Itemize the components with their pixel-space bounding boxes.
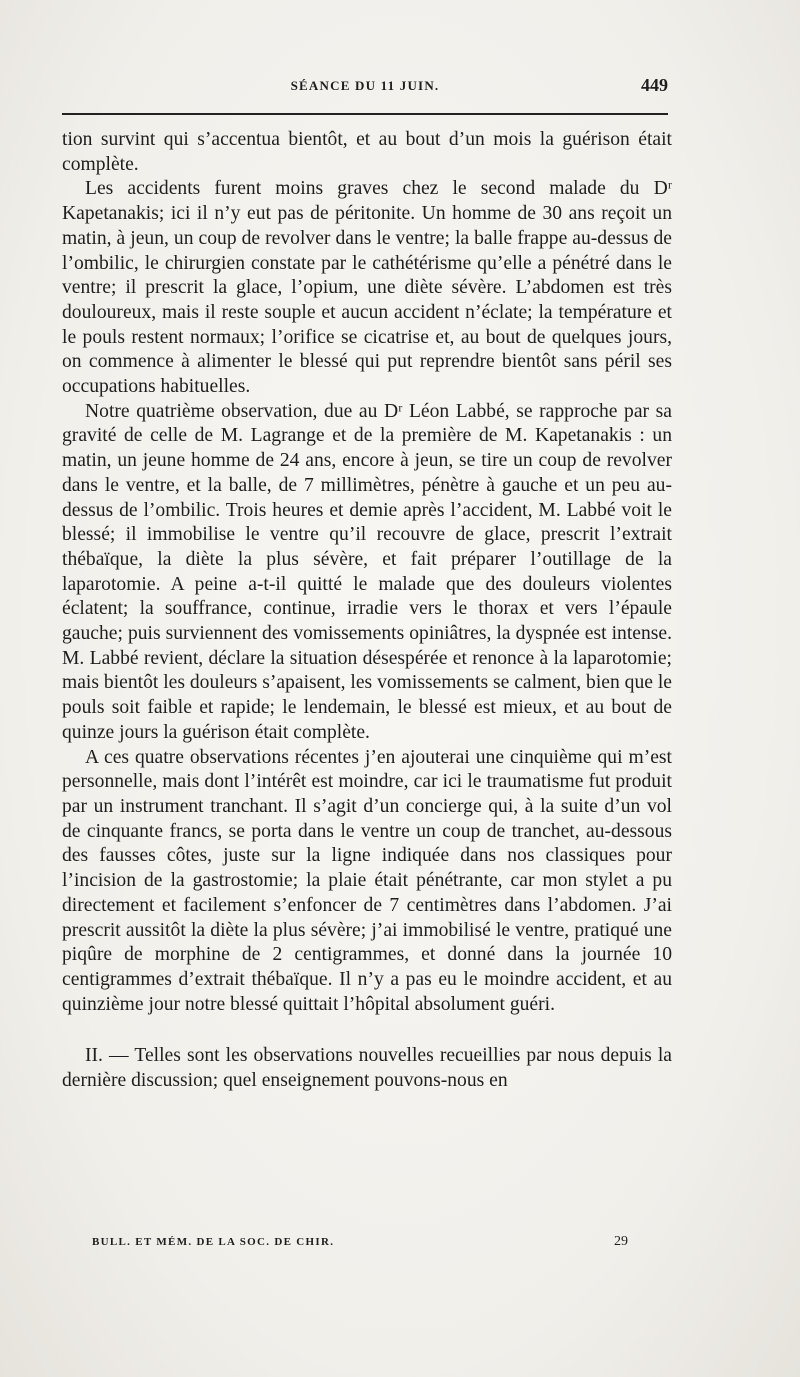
page-number: 449 [641, 75, 668, 95]
body-text [62, 128, 672, 1094]
page-footer [92, 1236, 632, 1256]
running-head: SÉANCE DU 11 JUIN. [290, 78, 440, 93]
footer-signature: BULL. ET MÉM. DE LA SOC. DE CHIR. [92, 1236, 335, 1248]
paragraph-3: Notre quatrième observation, due au Dʳ Léon Labbé, se rapproche par sa gravité de celle de M. Lagrange et de la première de M. Kapetanakis : un matin, un jeune homme de 24 ans, encore à jeun, se tire un coup de revolver dans le ventre, et la balle, de 7 millimètres, pénètre à gauche et un peu au-dessus de l’ombilic. Trois heures et demie après l’accident, M. Labbé voit le blessé; il immobilise le ventre qu’il recouvre de glace, prescrit l’extrait thébaïque, la diète la plus sévère, et fait préparer l’outillage de la laparotomie. A peine a-t-il quitté le malade que des douleurs violentes éclatent; la souffrance, continue, irradie vers le thorax et vers l’épaule gauche; puis surviennent des vomissements opiniâtres, la dyspnée est intense. M. Labbé revient, déclare la situation désespérée et renonce à la laparotomie; mais bientôt les douleurs s’apaisent, les vomissements se calment, bien que le pouls soit faible et rapide; le lendemain, le blessé est mieux, et au bout de quinze jours la guérison était complète. [62, 400, 672, 743]
paragraph-1: tion survint qui s’accentua bientôt, et au bout d’un mois la guérison était complète. [62, 129, 672, 175]
paragraph-4: A ces quatre observations récentes j’en ajouterai une cinquième qui m’est personnelle, mais dont l’intérêt est moindre, car ici le traumatisme fut produit par un instrument tranchant. Il s’agit d’un concierge qui, à la suite d’un vol de cinquante francs, se porta dans le ventre un coup de tranchet, au-dessous des fausses côtes, juste sur la ligne indiquée dans nos classiques pour l’incision de la gastrostomie; la plaie était pénétrante, car mon stylet a pu directement et facilement s’enfoncer de 7 centimètres dans l’abdomen. J’ai prescrit aussitôt la diète la plus sévère; j’ai immobilisé le ventre, pratiqué une piqûre de morphine de 2 centigrammes, et donné dans la journée 10 centigrammes d’extrait thébaïque. Il n’y a pas eu le moindre accident, et au quinzième jour notre blessé quittait l’hôpital absolument guéri. [62, 746, 672, 1015]
page-header [62, 75, 668, 102]
header-rule [62, 113, 668, 115]
paragraph-5: II. — Telles sont les observations nouvelles recueillies par nous depuis la dernière discussion; quel enseignement pouvons-nous en [62, 1045, 672, 1092]
paragraph-2: Les accidents furent moins graves chez le second malade du Dʳ Kapetanakis; ici il n’y eut pas de péritonite. Un homme de 30 ans reçoit un matin, à jeun, un coup de revolver dans le ventre; la balle frappe au-dessus de l’ombilic, le chirurgien constate par le cathétérisme qu’elle a pénétré dans le ventre; il prescrit la glace, l’opium, une diète sévère. L’abdomen est très douloureux, mais il reste souple et aucun accident n’éclate; la température et le pouls restent normaux; l’orifice se cicatrise et, au bout de quelques jours, on commence à alimenter le blessé qui put reprendre bientôt sans péril ses occupations habituelles. [62, 178, 672, 398]
signature-number: 29 [614, 1234, 628, 1249]
